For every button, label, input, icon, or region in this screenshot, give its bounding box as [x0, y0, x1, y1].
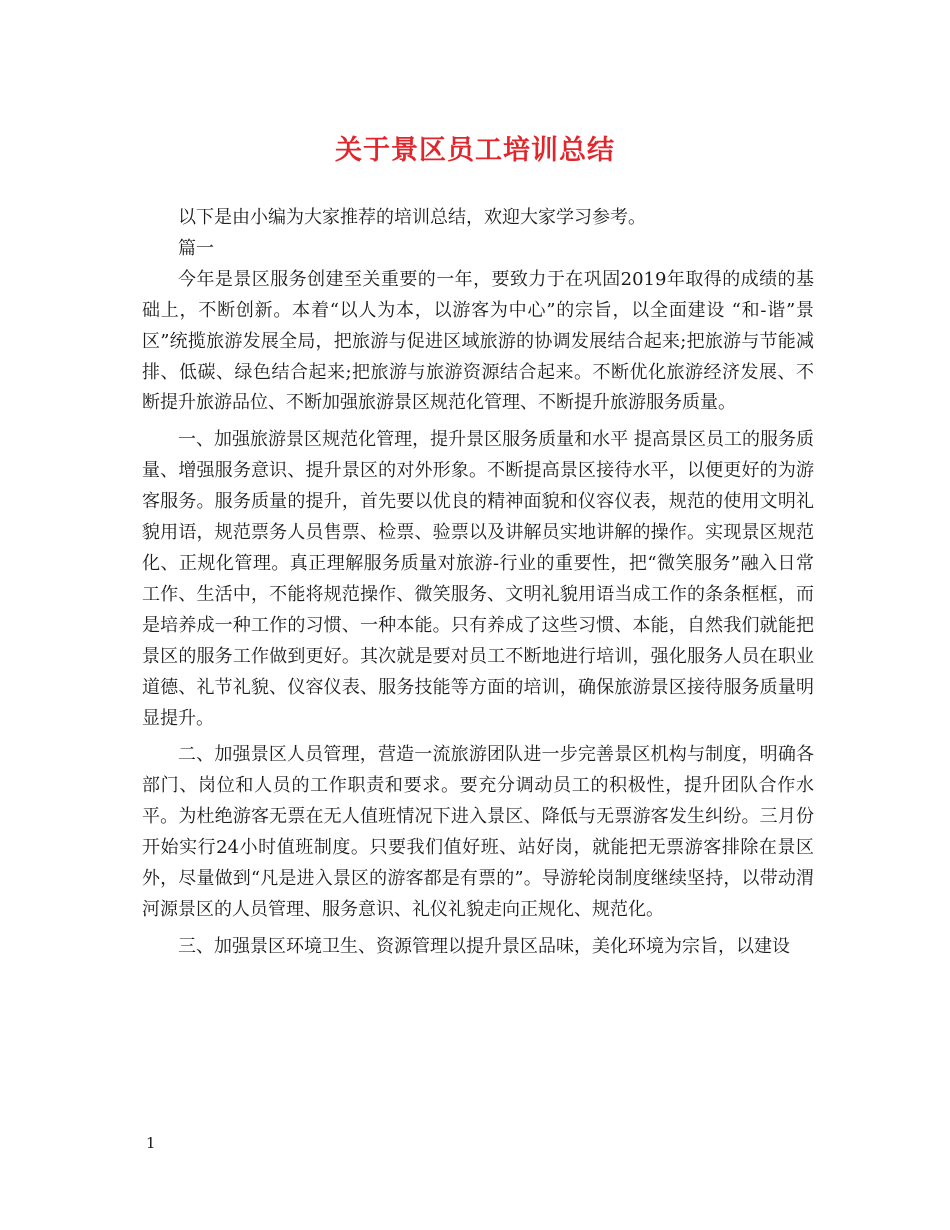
intro-paragraph: 以下是由小编为大家推荐的培训总结，欢迎大家学习参考。: [178, 207, 646, 228]
body-paragraph: 二、加强景区人员管理，营造一流旅游团队进一步完善景区机构与制度，明确各部门、岗位和人员的工作职责和要求。要充分调动员工的积极性，提升团队合作水平。为杜绝游客无票在无人值班情况下进入景区、降低与无票游客发生纠纷。三月份开始实行24小时值班制度。只要我们值好班、站好岗，就能把无票游客排除在景区外，尽量做到“凡是进入景区的游客都是有票的”。导游轮岗制度继续坚持，以带动渭河源景区的人员管理、服务意识、礼仪礼貌走向正规化、规范化。: [142, 744, 814, 920]
document-title: 关于景区员工培训总结: [335, 135, 615, 166]
section-label: 篇一: [178, 237, 214, 259]
body-paragraph: 一、加强旅游景区规范化管理，提升景区服务质量和水平 提高景区员工的服务质量、增强服务意识、提升景区的对外形象。不断提高景区接待水平，以便更好的为游客服务。服务质量的提升，首先要以优良的精神面貌和仪容仪表，规范的使用文明礼貌用语，规范票务人员售票、检票、验票以及讲解员实地讲解的操作。实现景区规范化、正规化管理。真正理解服务质量对旅游-行业的重要性，把“微笑服务”融入日常工作、生活中，不能将规范操作、微笑服务、文明礼貌用语当成工作的条条框框，而是培养成一种工作的习惯、一种本能。只有养成了这些习惯、本能，自然我们就能把景区的服务工作做到更好。其次就是要对员工不断地进行培训，强化服务人员在职业道德、礼节礼貌、仪容仪表、服务技能等方面的培训，确保旅游景区接待服务质量明显提升。: [142, 429, 814, 729]
body-paragraph: 三、加强景区环境卫生、资源管理以提升景区品味，美化环境为宗旨，以建设: [178, 935, 790, 957]
document-body: [142, 203, 814, 963]
page-number: 1: [146, 1134, 156, 1152]
body-paragraph: 今年是景区服务创建至关重要的一年，要致力于在巩固2019年取得的成绩的基础上，不断创新。本着“以人为本，以游客为中心”的宗旨，以全面建设 “和-谐”景区”统揽旅游发展全局，把旅游与促进区域旅游的协调发展结合起来;把旅游与节能减排、低碳、绿色结合起来;把旅游与旅游资源结合起来。不断优化旅游经济发展、不断提升旅游品位、不断加强旅游景区规范化管理、不断提升旅游服务质量。: [142, 268, 814, 414]
